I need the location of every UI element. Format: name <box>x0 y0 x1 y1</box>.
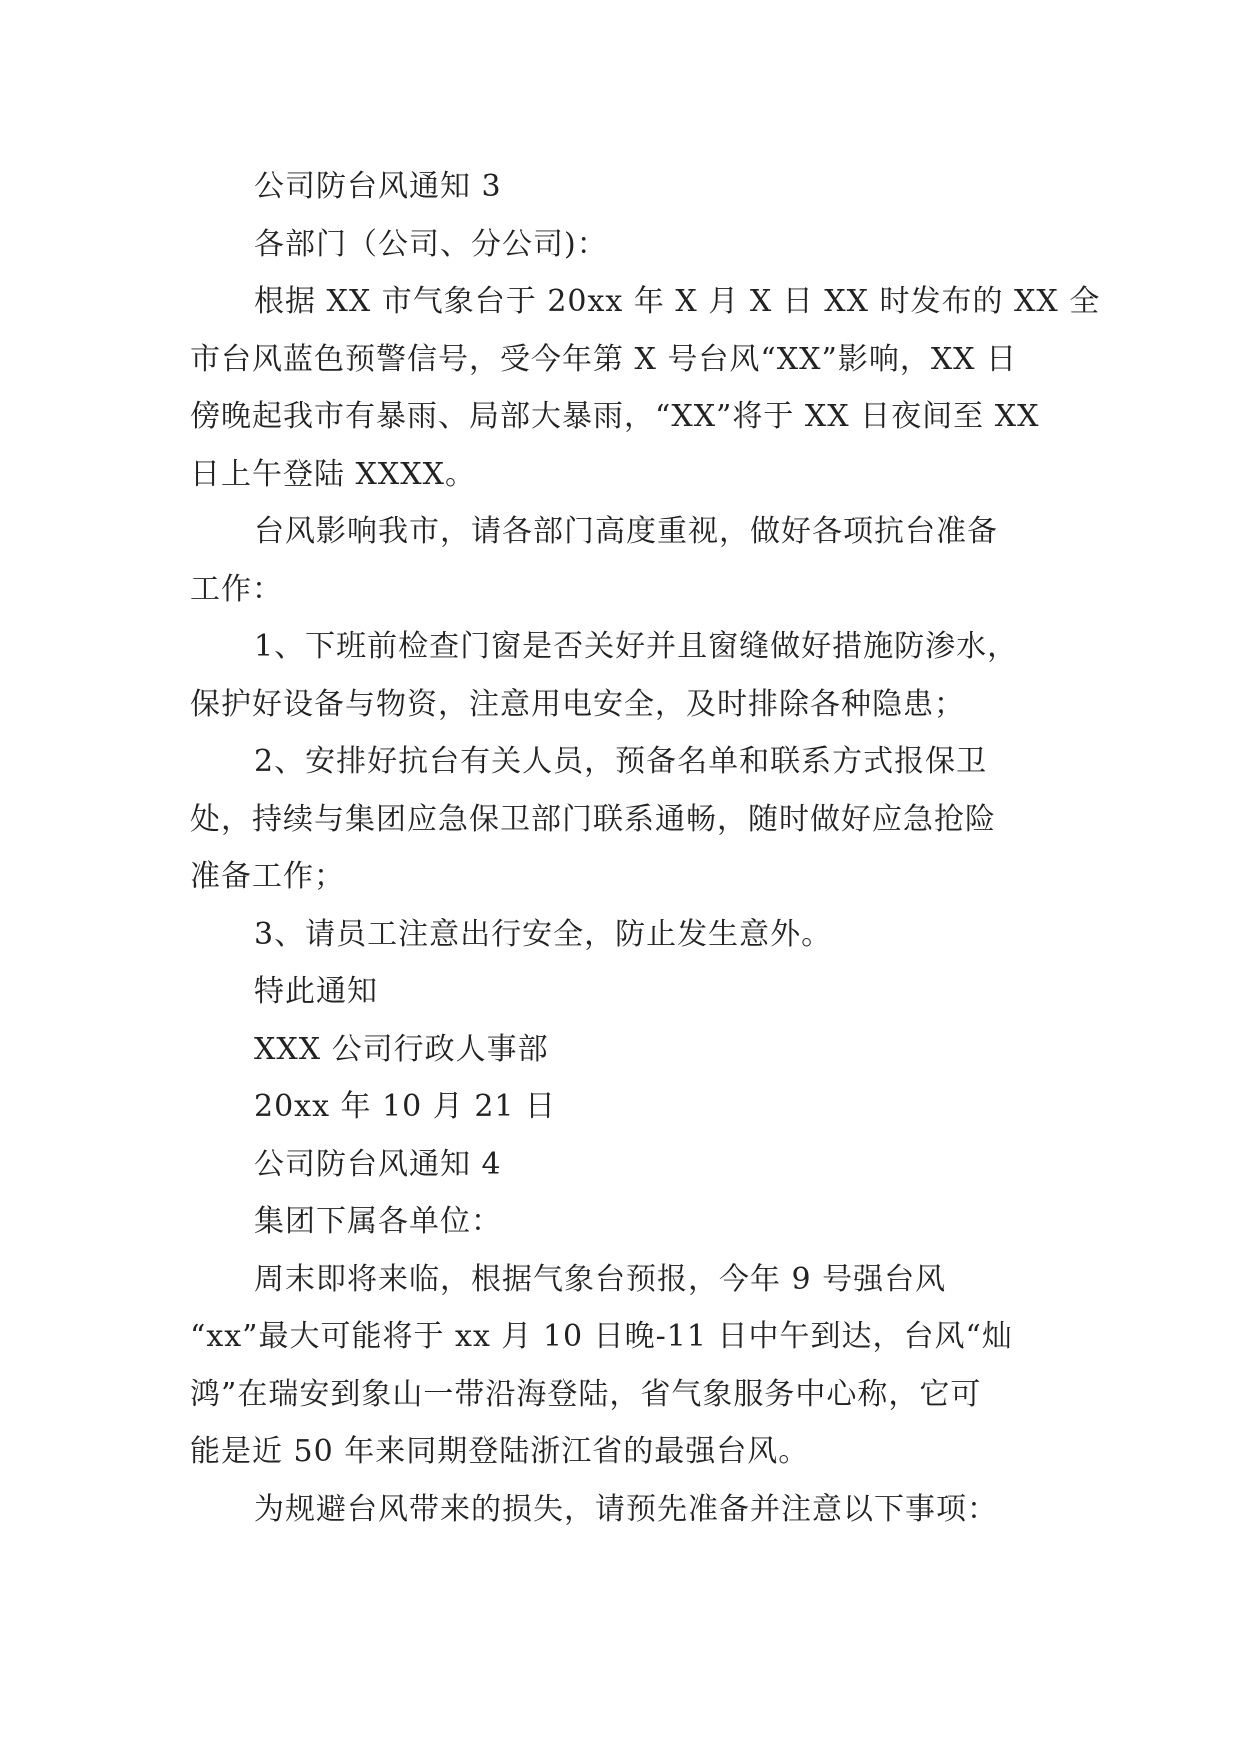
signature-department: XXX 公司行政人事部 <box>254 1031 549 1067</box>
list-item-3: 3、请员工注意出行安全，防止发生意外。 <box>254 916 833 952</box>
notice-3-title: 公司防台风通知 3 <box>254 169 502 204</box>
paragraph-line: “xx”最大可能将于 xx 月 10 日晚-11 日中午到达，台风“灿 <box>190 1319 1013 1354</box>
list-item-1-cont: 保护好设备与物资，注意用电安全，及时排除各种隐患； <box>190 686 965 722</box>
paragraph-line: 傍晚起我市有暴雨、局部大暴雨，“XX”将于 XX 日夜间至 XX <box>190 399 1040 434</box>
paragraph-line: 根据 XX 市气象台于 20xx 年 X 月 X 日 XX 时发布的 XX 全 <box>254 284 1101 319</box>
list-item-2-cont: 准备工作； <box>190 859 345 894</box>
notice-4-title: 公司防台风通知 4 <box>254 1146 502 1182</box>
list-item-1: 1、下班前检查门窗是否关好并且窗缝做好措施防渗水， <box>254 629 1019 664</box>
document-body <box>190 158 1101 1538</box>
signature-date: 20xx 年 10 月 21 日 <box>254 1089 557 1124</box>
list-item-2: 2、安排好抗台有关人员，预备名单和联系方式报保卫 <box>254 744 988 779</box>
paragraph-line: 周末即将来临，根据气象台预报，今年 9 号强台风 <box>254 1261 947 1297</box>
paragraph-line: 能是近 50 年来同期登陆浙江省的最强台风。 <box>190 1434 810 1469</box>
paragraph-line: 鸿”在瑞安到象山一带沿海登陆，省气象服务中心称，它可 <box>190 1376 982 1412</box>
paragraph-line: 日上午登陆 XXXX。 <box>190 456 476 492</box>
closing-line: 特此通知 <box>254 974 378 1009</box>
notice-4-salutation: 集团下属各单位： <box>254 1204 502 1239</box>
paragraph-line: 台风影响我市，请各部门高度重视，做好各项抗台准备 <box>254 514 998 549</box>
paragraph-line: 为规避台风带来的损失，请预先准备并注意以下事项： <box>254 1491 998 1527</box>
paragraph-line: 市台风蓝色预警信号，受今年第 X 号台风“XX”影响，XX 日 <box>190 341 1018 377</box>
paragraph-line: 工作： <box>190 571 283 607</box>
list-item-2-cont: 处，持续与集团应急保卫部门联系通畅，随时做好应急抢险 <box>190 801 996 837</box>
notice-3-salutation: 各部门（公司、分公司)： <box>254 226 608 262</box>
